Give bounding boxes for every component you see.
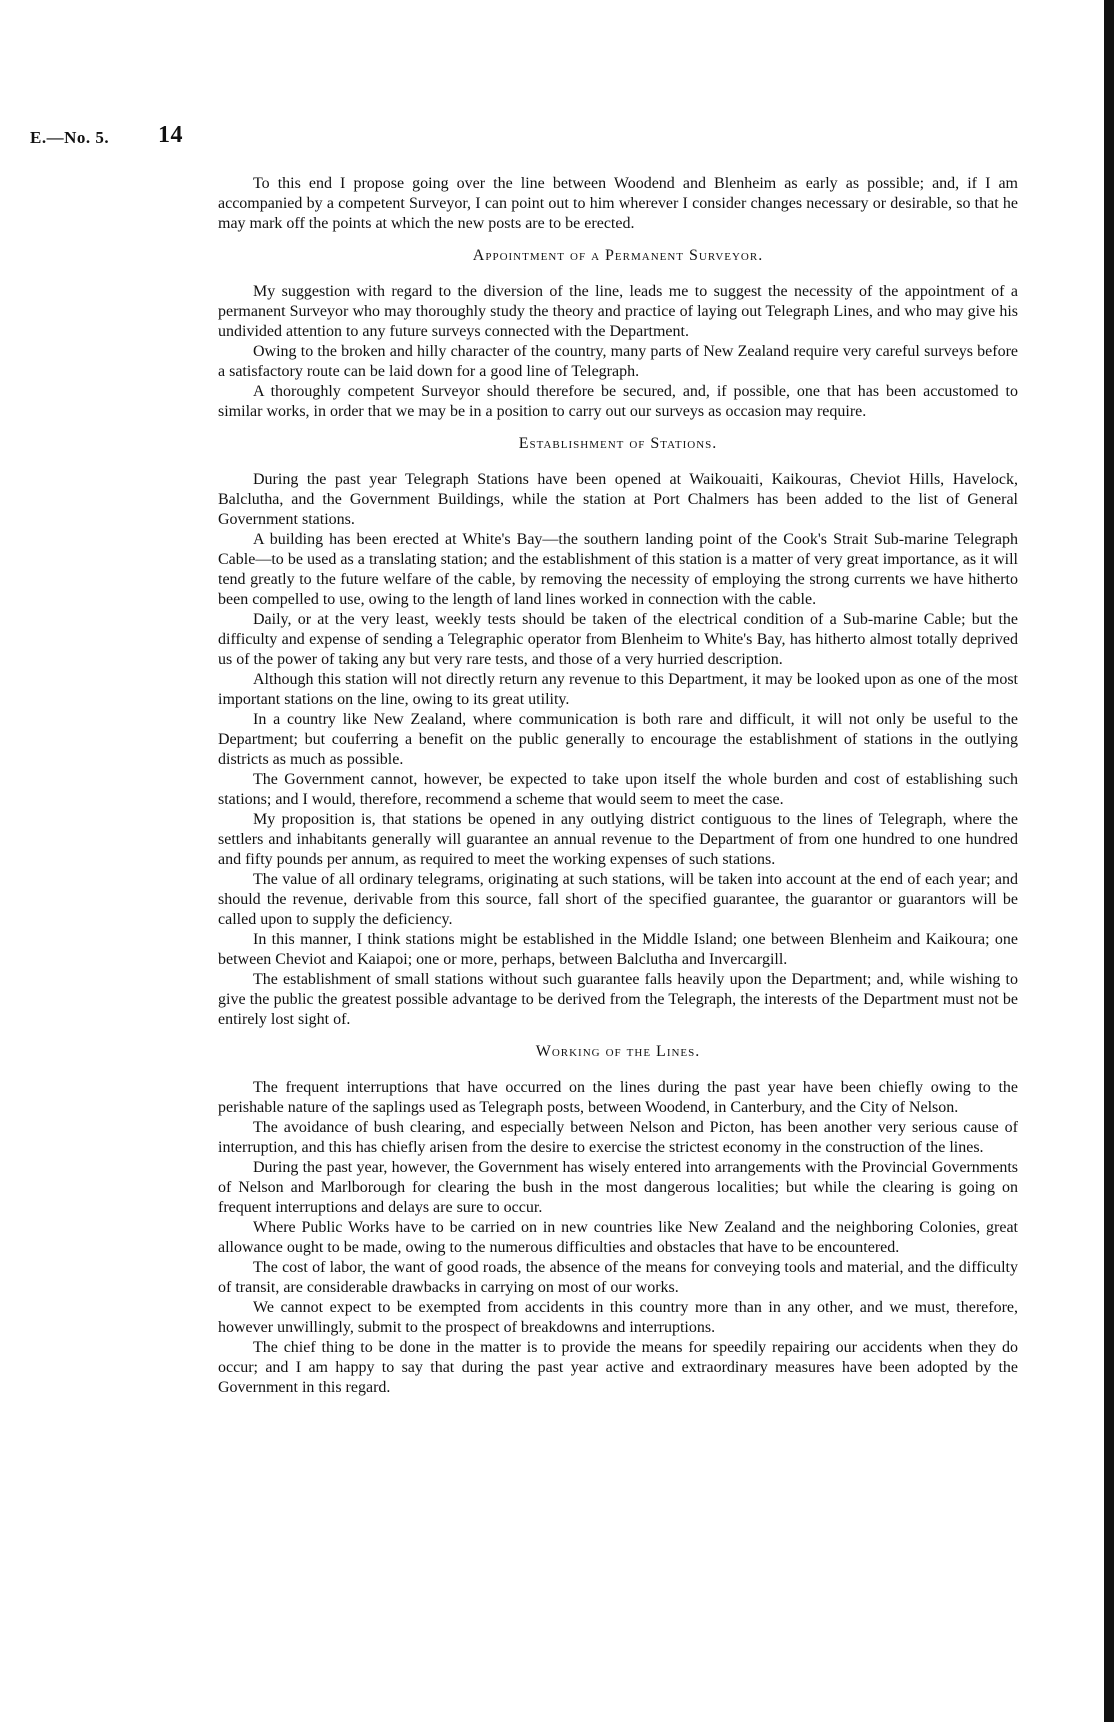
paragraph: The value of all ordinary telegrams, originating at such stations, will be taken into account at the end of each year; and should the revenue, derivable from this source, fall short of the specified guarantee, the guarantor or guarantors will be called upon to supply the deficiency. (218, 871, 1018, 928)
section-working-of-the-lines (218, 1042, 1018, 1398)
paragraph: The Government cannot, however, be expected to take upon itself the whole burden and cost of establishing such stations; and I would, therefore, recommend a scheme that would seem to meet the case. (218, 771, 1018, 808)
paragraph: Owing to the broken and hilly character of the country, many parts of New Zealand require very careful surveys before a satisfactory route can be laid down for a good line of Telegraph. (218, 343, 1018, 380)
intro-paragraph: To this end I propose going over the line between Woodend and Blenheim as early as possible; and, if I am accompanied by a competent Surveyor, I can point out to him wherever I consider changes necessary or desirable, so that he may mark off the points at which the new posts are to be erected. (218, 175, 1018, 232)
paragraph: A building has been erected at White's Bay—the southern landing point of the Cook's Strait Sub-marine Telegraph Cable—to be used as a translating station; and the establishment of this station is a matter of very great importance, as it will tend greatly to the future welfare of the cable, by removing the necessity of employing the strong currents we have hitherto been compelled to use, owing to the length of land lines worked in connection with the cable. (218, 531, 1018, 608)
paragraph: In this manner, I think stations might be established in the Middle Island; one between Blenheim and Kaikoura; one between Cheviot and Kaiapoi; one or more, perhaps, between Balclutha and Invercargill. (218, 931, 1018, 968)
document-reference: E.—No. 5. (30, 128, 110, 147)
page-number: 14 (158, 122, 183, 148)
paragraph: My proposition is, that stations be opened in any outlying district contiguous to the lines of Telegraph, where the settlers and inhabitants generally will guarantee an annual revenue to the Department of from one hundred to one hundred and fifty pounds per annum, as required to meet the working expenses of such stations. (218, 811, 1018, 868)
section-heading: Appointment of a Permanent Surveyor. (472, 247, 764, 264)
paragraph: We cannot expect to be exempted from accidents in this country more than in any other, and we must, therefore, however unwillingly, submit to the prospect of breakdowns and interruptions. (218, 1299, 1018, 1336)
page-header (30, 122, 183, 148)
scan-border (1104, 0, 1114, 1722)
paragraph: The establishment of small stations without such guarantee falls heavily upon the Department; and, while wishing to give the public the greatest possible advantage to be derived from the Telegraph, the interests of the Department must not be entirely lost sight of. (218, 971, 1018, 1028)
paragraph: In a country like New Zealand, where communication is both rare and difficult, it will not only be useful to the Department; but couferring a benefit on the public generally to encourage the establishment of stations in the outlying districts as much as possible. (218, 711, 1018, 768)
section-establishment-of-stations (218, 434, 1018, 1030)
paragraph: The chief thing to be done in the matter is to provide the means for speedily repairing our accidents when they do occur; and I am happy to say that during the past year active and extraordinary measures have been adopted by the Government in this regard. (218, 1339, 1018, 1396)
paragraph: Where Public Works have to be carried on in new countries like New Zealand and the neighboring Colonies, great allowance ought to be made, owing to the numerous difficulties and obstacles that have to be encountered. (218, 1219, 1018, 1256)
document-body (218, 174, 1018, 1398)
paragraph: Although this station will not directly return any revenue to this Department, it may be looked upon as one of the most important stations on the line, owing to its great utility. (218, 671, 1018, 708)
section-heading: Establishment of Stations. (518, 435, 718, 452)
paragraph: Daily, or at the very least, weekly tests should be taken of the electrical condition of a Sub-marine Cable; but the difficulty and expense of sending a Telegraphic operator from Blenheim to White's Bay, has hitherto almost totally deprived us of the power of taking any but very rare tests, and those of a very hurried description. (218, 611, 1018, 668)
paragraph: The frequent interruptions that have occurred on the lines during the past year have been chiefly owing to the perishable nature of the saplings used as Telegraph posts, between Woodend, in Canterbury, and the City of Nelson. (218, 1079, 1018, 1116)
paragraph: The avoidance of bush clearing, and especially between Nelson and Picton, has been another very serious cause of interruption, and this has chiefly arisen from the desire to exercise the strictest economy in the construction of the lines. (218, 1119, 1018, 1156)
paragraph: My suggestion with regard to the diversion of the line, leads me to suggest the necessity of the appointment of a permanent Surveyor who may thoroughly study the theory and practice of laying out Telegraph Lines, and who may give his undivided attention to any future surveys connected with the Department. (218, 283, 1018, 340)
paragraph: During the past year Telegraph Stations have been opened at Waikouaiti, Kaikouras, Cheviot Hills, Havelock, Balclutha, and the Government Buildings, while the station at Port Chalmers has been added to the list of General Government stations. (218, 471, 1018, 528)
section-permanent-surveyor (218, 246, 1018, 422)
section-heading: Working of the Lines. (535, 1043, 701, 1060)
paragraph: The cost of labor, the want of good roads, the absence of the means for conveying tools and material, and the difficulty of transit, are considerable drawbacks in carrying on most of our works. (218, 1259, 1018, 1296)
paragraph: During the past year, however, the Government has wisely entered into arrangements with the Provincial Governments of Nelson and Marlborough for clearing the bush in the most dangerous localities; but while the clearing is going on frequent interruptions and delays are sure to occur. (218, 1159, 1018, 1216)
paragraph: A thoroughly competent Surveyor should therefore be secured, and, if possible, one that has been accustomed to similar works, in order that we may be in a position to carry out our surveys as occasion may require. (218, 383, 1018, 420)
